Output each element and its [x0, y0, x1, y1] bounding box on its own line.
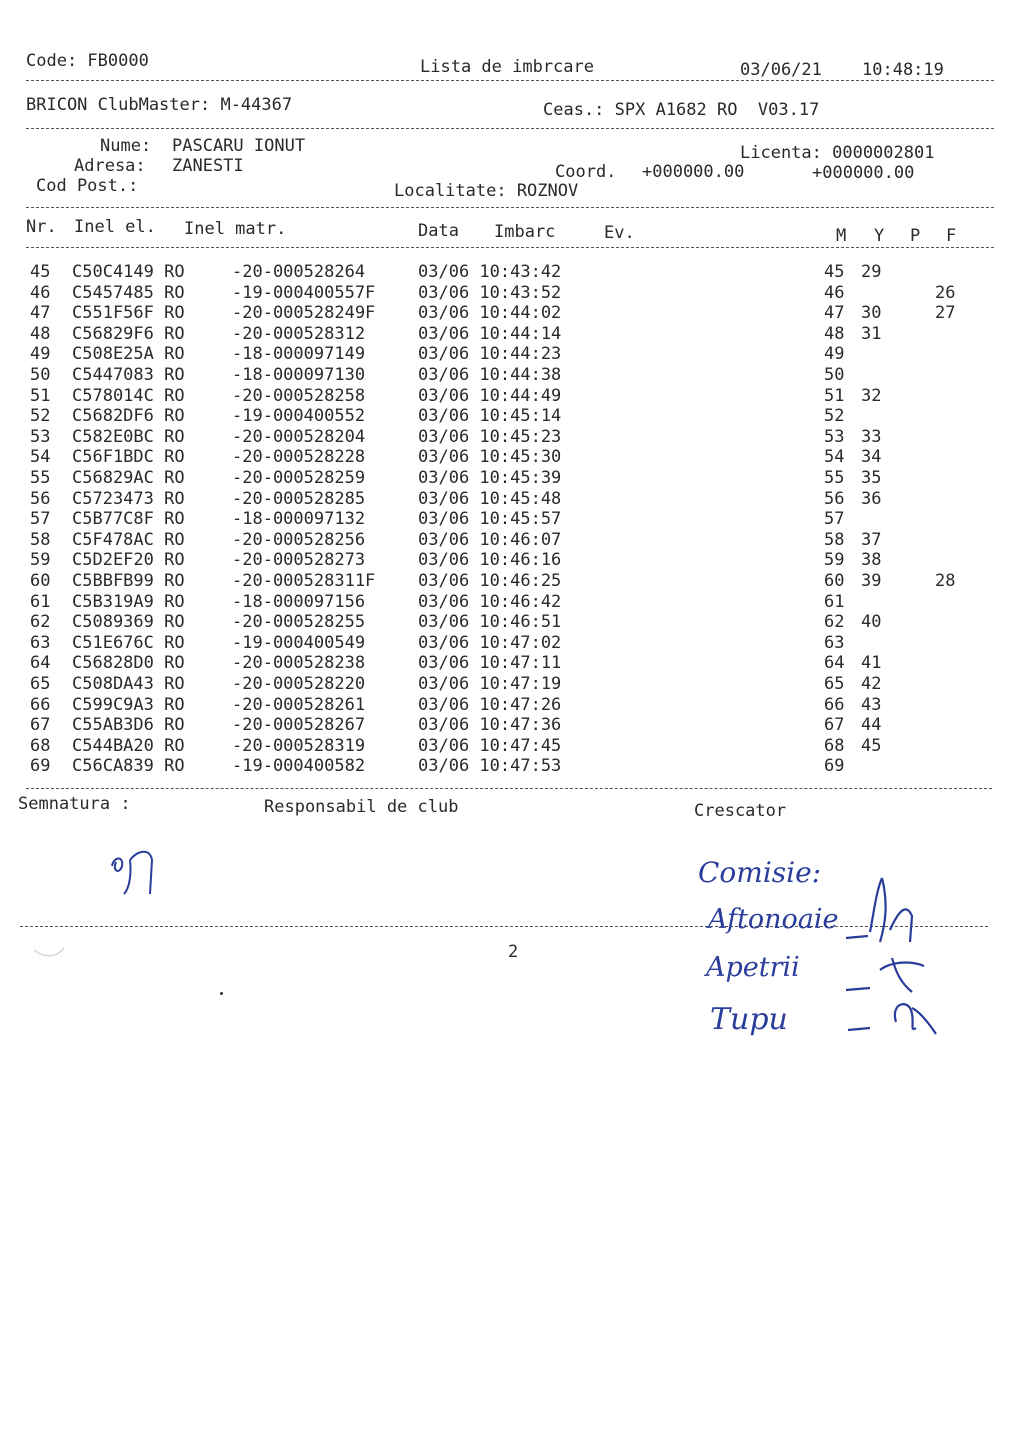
row-inel-el: C508DA43 RO [72, 674, 185, 694]
col-f: F [946, 226, 957, 246]
handwritten-comisie: Comisie: [698, 856, 822, 889]
row-nr: 51 [30, 385, 51, 406]
row-nr: 59 [30, 550, 51, 571]
row-y: 41 [861, 653, 882, 674]
handwritten-name-2: Apetrii [706, 952, 800, 983]
table-row [0, 283, 1024, 304]
row-nr: 63 [30, 632, 51, 653]
row-imbarc: 03/06 10:43:42 [418, 262, 562, 282]
row-imbarc: 03/06 10:45:39 [418, 468, 562, 488]
table-row [0, 303, 1024, 324]
table-row [0, 324, 1024, 345]
row-m: 60 [824, 571, 845, 591]
row-imbarc: 03/06 10:45:23 [418, 426, 562, 447]
row-imbarc: 03/06 10:46:51 [418, 612, 562, 633]
table-row [0, 695, 1024, 716]
club-info: BRICON ClubMaster: M-44367 [26, 95, 293, 115]
row-inel-matr: -20-000528256 [232, 529, 366, 550]
row-m: 66 [824, 694, 845, 715]
row-nr: 46 [30, 282, 51, 303]
row-m: 69 [824, 756, 845, 777]
row-y: 44 [861, 715, 882, 736]
row-nr: 56 [30, 488, 51, 509]
row-m: 50 [824, 365, 845, 385]
adresa-label: Adresa: [74, 156, 146, 176]
table-row [0, 262, 1024, 283]
row-imbarc: 03/06 10:46:16 [418, 550, 562, 571]
row-nr: 58 [30, 529, 51, 550]
row-inel-el: C544BA20 RO [72, 735, 185, 756]
row-m: 45 [824, 262, 845, 282]
row-inel-el: C578014C RO [72, 385, 185, 406]
row-y: 32 [861, 385, 882, 406]
table-row [0, 736, 1024, 757]
responsabil-label: Responsabil de club [264, 797, 459, 817]
row-m: 54 [824, 447, 845, 468]
row-inel-el: C508E25A RO [72, 344, 185, 365]
nume-label: Nume: [100, 136, 152, 156]
row-nr: 66 [30, 694, 51, 715]
row-inel-el: C56CA839 RO [72, 756, 185, 777]
row-imbarc: 03/06 10:47:11 [418, 653, 562, 674]
clock-info: Ceas.: SPX A1682 RO V03.17 [543, 100, 820, 120]
row-y: 35 [861, 468, 882, 488]
row-nr: 49 [30, 344, 51, 365]
licenta: Licenta: 0000002801 [740, 143, 935, 163]
row-nr: 65 [30, 674, 51, 694]
row-imbarc: 03/06 10:47:45 [418, 735, 562, 756]
table-row [0, 406, 1024, 427]
row-imbarc: 03/06 10:46:42 [418, 591, 562, 612]
row-m: 62 [824, 612, 845, 633]
table-row [0, 447, 1024, 468]
row-m: 51 [824, 385, 845, 406]
row-inel-matr: -18-000097149 [232, 344, 366, 365]
row-inel-el: C551F56F RO [72, 303, 185, 324]
row-nr: 50 [30, 365, 51, 385]
row-m: 55 [824, 468, 845, 488]
row-inel-matr: -20-000528228 [232, 447, 366, 468]
row-m: 63 [824, 632, 845, 653]
row-imbarc: 03/06 10:46:25 [418, 571, 562, 591]
row-m: 64 [824, 653, 845, 674]
owner-address: ZANESTI [172, 156, 244, 176]
row-m: 49 [824, 344, 845, 365]
row-inel-matr: -19-000400552 [232, 406, 366, 427]
divider [26, 80, 994, 81]
row-inel-matr: -20-000528285 [232, 488, 366, 509]
row-m: 68 [824, 735, 845, 756]
row-m: 61 [824, 591, 845, 612]
row-m: 56 [824, 488, 845, 509]
coord-2: +000000.00 [812, 163, 915, 183]
row-y: 29 [861, 262, 882, 282]
row-imbarc: 03/06 10:44:23 [418, 344, 562, 365]
print-date: 03/06/21 [740, 60, 822, 80]
codpost-label: Cod Post.: [36, 176, 139, 196]
coord-1: +000000.00 [642, 162, 745, 182]
row-inel-el: C5723473 RO [72, 488, 185, 509]
table-row [0, 550, 1024, 571]
row-inel-matr: -20-000528312 [232, 323, 366, 344]
col-m: M [836, 226, 847, 246]
table-row [0, 468, 1024, 489]
row-nr: 52 [30, 406, 51, 427]
table-row [0, 633, 1024, 654]
col-nr: Nr. [26, 217, 57, 237]
table-row [0, 674, 1024, 695]
row-imbarc: 03/06 10:44:49 [418, 385, 562, 406]
document-title: Lista de imbrcare [420, 57, 594, 77]
table-row [0, 427, 1024, 448]
row-nr: 45 [30, 262, 51, 282]
row-m: 48 [824, 323, 845, 344]
table-row [0, 571, 1024, 592]
row-y: 43 [861, 694, 882, 715]
coord-label: Coord. [555, 162, 617, 182]
col-imbarc: Imbarc [494, 222, 556, 242]
signature-responsabil [100, 838, 170, 898]
row-inel-matr: -19-000400557F [232, 282, 376, 303]
table-row [0, 530, 1024, 551]
page-number: 2 [508, 942, 519, 962]
row-inel-el: C51E676C RO [72, 632, 185, 653]
col-ev: Ev. [604, 223, 635, 243]
row-nr: 48 [30, 323, 51, 344]
handwritten-name-1: Aftonoaie [708, 904, 839, 935]
table-row [0, 592, 1024, 613]
row-f: 27 [935, 303, 956, 324]
row-inel-matr: -20-000528238 [232, 653, 366, 674]
row-imbarc: 03/06 10:43:52 [418, 282, 562, 303]
row-inel-el: C599C9A3 RO [72, 694, 185, 715]
row-y: 30 [861, 303, 882, 324]
row-inel-el: C5F478AC RO [72, 529, 185, 550]
row-imbarc: 03/06 10:44:02 [418, 303, 562, 324]
row-nr: 55 [30, 468, 51, 488]
row-nr: 61 [30, 591, 51, 612]
row-inel-matr: -18-000097156 [232, 591, 366, 612]
divider [26, 788, 992, 789]
col-inel-matr: Inel matr. [184, 219, 287, 239]
row-inel-el: C5D2EF20 RO [72, 550, 185, 571]
row-imbarc: 03/06 10:47:26 [418, 694, 562, 715]
row-imbarc: 03/06 10:45:48 [418, 488, 562, 509]
row-inel-matr: -20-000528204 [232, 426, 366, 447]
row-m: 53 [824, 426, 845, 447]
row-imbarc: 03/06 10:46:07 [418, 529, 562, 550]
row-y: 38 [861, 550, 882, 571]
row-imbarc: 03/06 10:44:38 [418, 365, 562, 385]
speck [220, 992, 223, 995]
row-nr: 64 [30, 653, 51, 674]
crescator-label: Crescator [694, 801, 787, 821]
row-inel-el: C56828D0 RO [72, 653, 185, 674]
row-nr: 67 [30, 715, 51, 736]
row-imbarc: 03/06 10:47:53 [418, 756, 562, 777]
row-m: 65 [824, 674, 845, 694]
table-row [0, 653, 1024, 674]
comisie-signatures [840, 872, 950, 1052]
row-inel-matr: -20-000528220 [232, 674, 366, 694]
row-inel-el: C56829AC RO [72, 468, 185, 488]
row-inel-matr: -20-000528258 [232, 385, 366, 406]
row-inel-matr: -18-000097132 [232, 509, 366, 530]
row-inel-el: C56F1BDC RO [72, 447, 185, 468]
code-label: Code: FB0000 [26, 51, 149, 71]
row-inel-matr: -20-000528255 [232, 612, 366, 633]
row-inel-matr: -20-000528267 [232, 715, 366, 736]
row-f: 26 [935, 282, 956, 303]
divider [26, 128, 994, 129]
row-imbarc: 03/06 10:47:19 [418, 674, 562, 694]
row-m: 58 [824, 529, 845, 550]
row-nr: 54 [30, 447, 51, 468]
row-nr: 60 [30, 571, 51, 591]
row-inel-el: C5089369 RO [72, 612, 185, 633]
table-row [0, 756, 1024, 777]
row-imbarc: 03/06 10:47:36 [418, 715, 562, 736]
col-data: Data [418, 221, 459, 241]
row-imbarc: 03/06 10:45:30 [418, 447, 562, 468]
row-inel-matr: -19-000400549 [232, 632, 366, 653]
row-y: 34 [861, 447, 882, 468]
semnatura-label: Semnatura : [18, 794, 131, 814]
row-inel-matr: -20-000528273 [232, 550, 366, 571]
table-row [0, 344, 1024, 365]
row-inel-el: C5B319A9 RO [72, 591, 185, 612]
table-row [0, 365, 1024, 386]
row-imbarc: 03/06 10:44:14 [418, 323, 562, 344]
row-inel-el: C5447083 RO [72, 365, 185, 385]
row-imbarc: 03/06 10:45:57 [418, 509, 562, 530]
row-inel-matr: -20-000528264 [232, 262, 366, 282]
row-nr: 68 [30, 735, 51, 756]
row-y: 40 [861, 612, 882, 633]
owner-name: PASCARU IONUT [172, 136, 306, 156]
row-inel-el: C5B77C8F RO [72, 509, 185, 530]
row-m: 46 [824, 282, 845, 303]
row-inel-el: C582E0BC RO [72, 426, 185, 447]
table-row [0, 386, 1024, 407]
row-inel-matr: -19-000400582 [232, 756, 366, 777]
row-inel-matr: -20-000528261 [232, 694, 366, 715]
row-y: 33 [861, 426, 882, 447]
row-nr: 69 [30, 756, 51, 777]
table-row [0, 612, 1024, 633]
col-inel-el: Inel el. [74, 217, 156, 237]
localitate: Localitate: ROZNOV [394, 181, 579, 201]
row-inel-matr: -20-000528311F [232, 571, 376, 591]
table-row [0, 715, 1024, 736]
scan-mark [30, 942, 70, 962]
row-m: 59 [824, 550, 845, 571]
row-inel-matr: -18-000097130 [232, 365, 366, 385]
print-time: 10:48:19 [862, 60, 944, 80]
handwritten-name-3: Tupu [710, 1002, 788, 1037]
row-inel-el: C55AB3D6 RO [72, 715, 185, 736]
row-y: 36 [861, 488, 882, 509]
row-m: 47 [824, 303, 845, 324]
row-inel-el: C50C4149 RO [72, 262, 185, 282]
row-m: 67 [824, 715, 845, 736]
divider [26, 207, 994, 208]
row-y: 31 [861, 323, 882, 344]
col-y: Y [874, 226, 885, 246]
row-inel-matr: -20-000528319 [232, 735, 366, 756]
row-inel-el: C5457485 RO [72, 282, 185, 303]
row-inel-matr: -20-000528259 [232, 468, 366, 488]
row-y: 37 [861, 529, 882, 550]
row-inel-el: C5BBFB99 RO [72, 571, 185, 591]
row-nr: 53 [30, 426, 51, 447]
row-inel-matr: -20-000528249F [232, 303, 376, 324]
row-y: 42 [861, 674, 882, 694]
row-y: 39 [861, 571, 882, 591]
row-y: 45 [861, 735, 882, 756]
col-p: P [910, 226, 921, 246]
row-nr: 47 [30, 303, 51, 324]
row-nr: 57 [30, 509, 51, 530]
row-inel-el: C5682DF6 RO [72, 406, 185, 427]
divider [26, 247, 994, 248]
row-imbarc: 03/06 10:45:14 [418, 406, 562, 427]
row-nr: 62 [30, 612, 51, 633]
row-inel-el: C56829F6 RO [72, 323, 185, 344]
table-row [0, 509, 1024, 530]
row-m: 52 [824, 406, 845, 427]
table-row [0, 489, 1024, 510]
row-f: 28 [935, 571, 956, 591]
row-imbarc: 03/06 10:47:02 [418, 632, 562, 653]
row-m: 57 [824, 509, 845, 530]
